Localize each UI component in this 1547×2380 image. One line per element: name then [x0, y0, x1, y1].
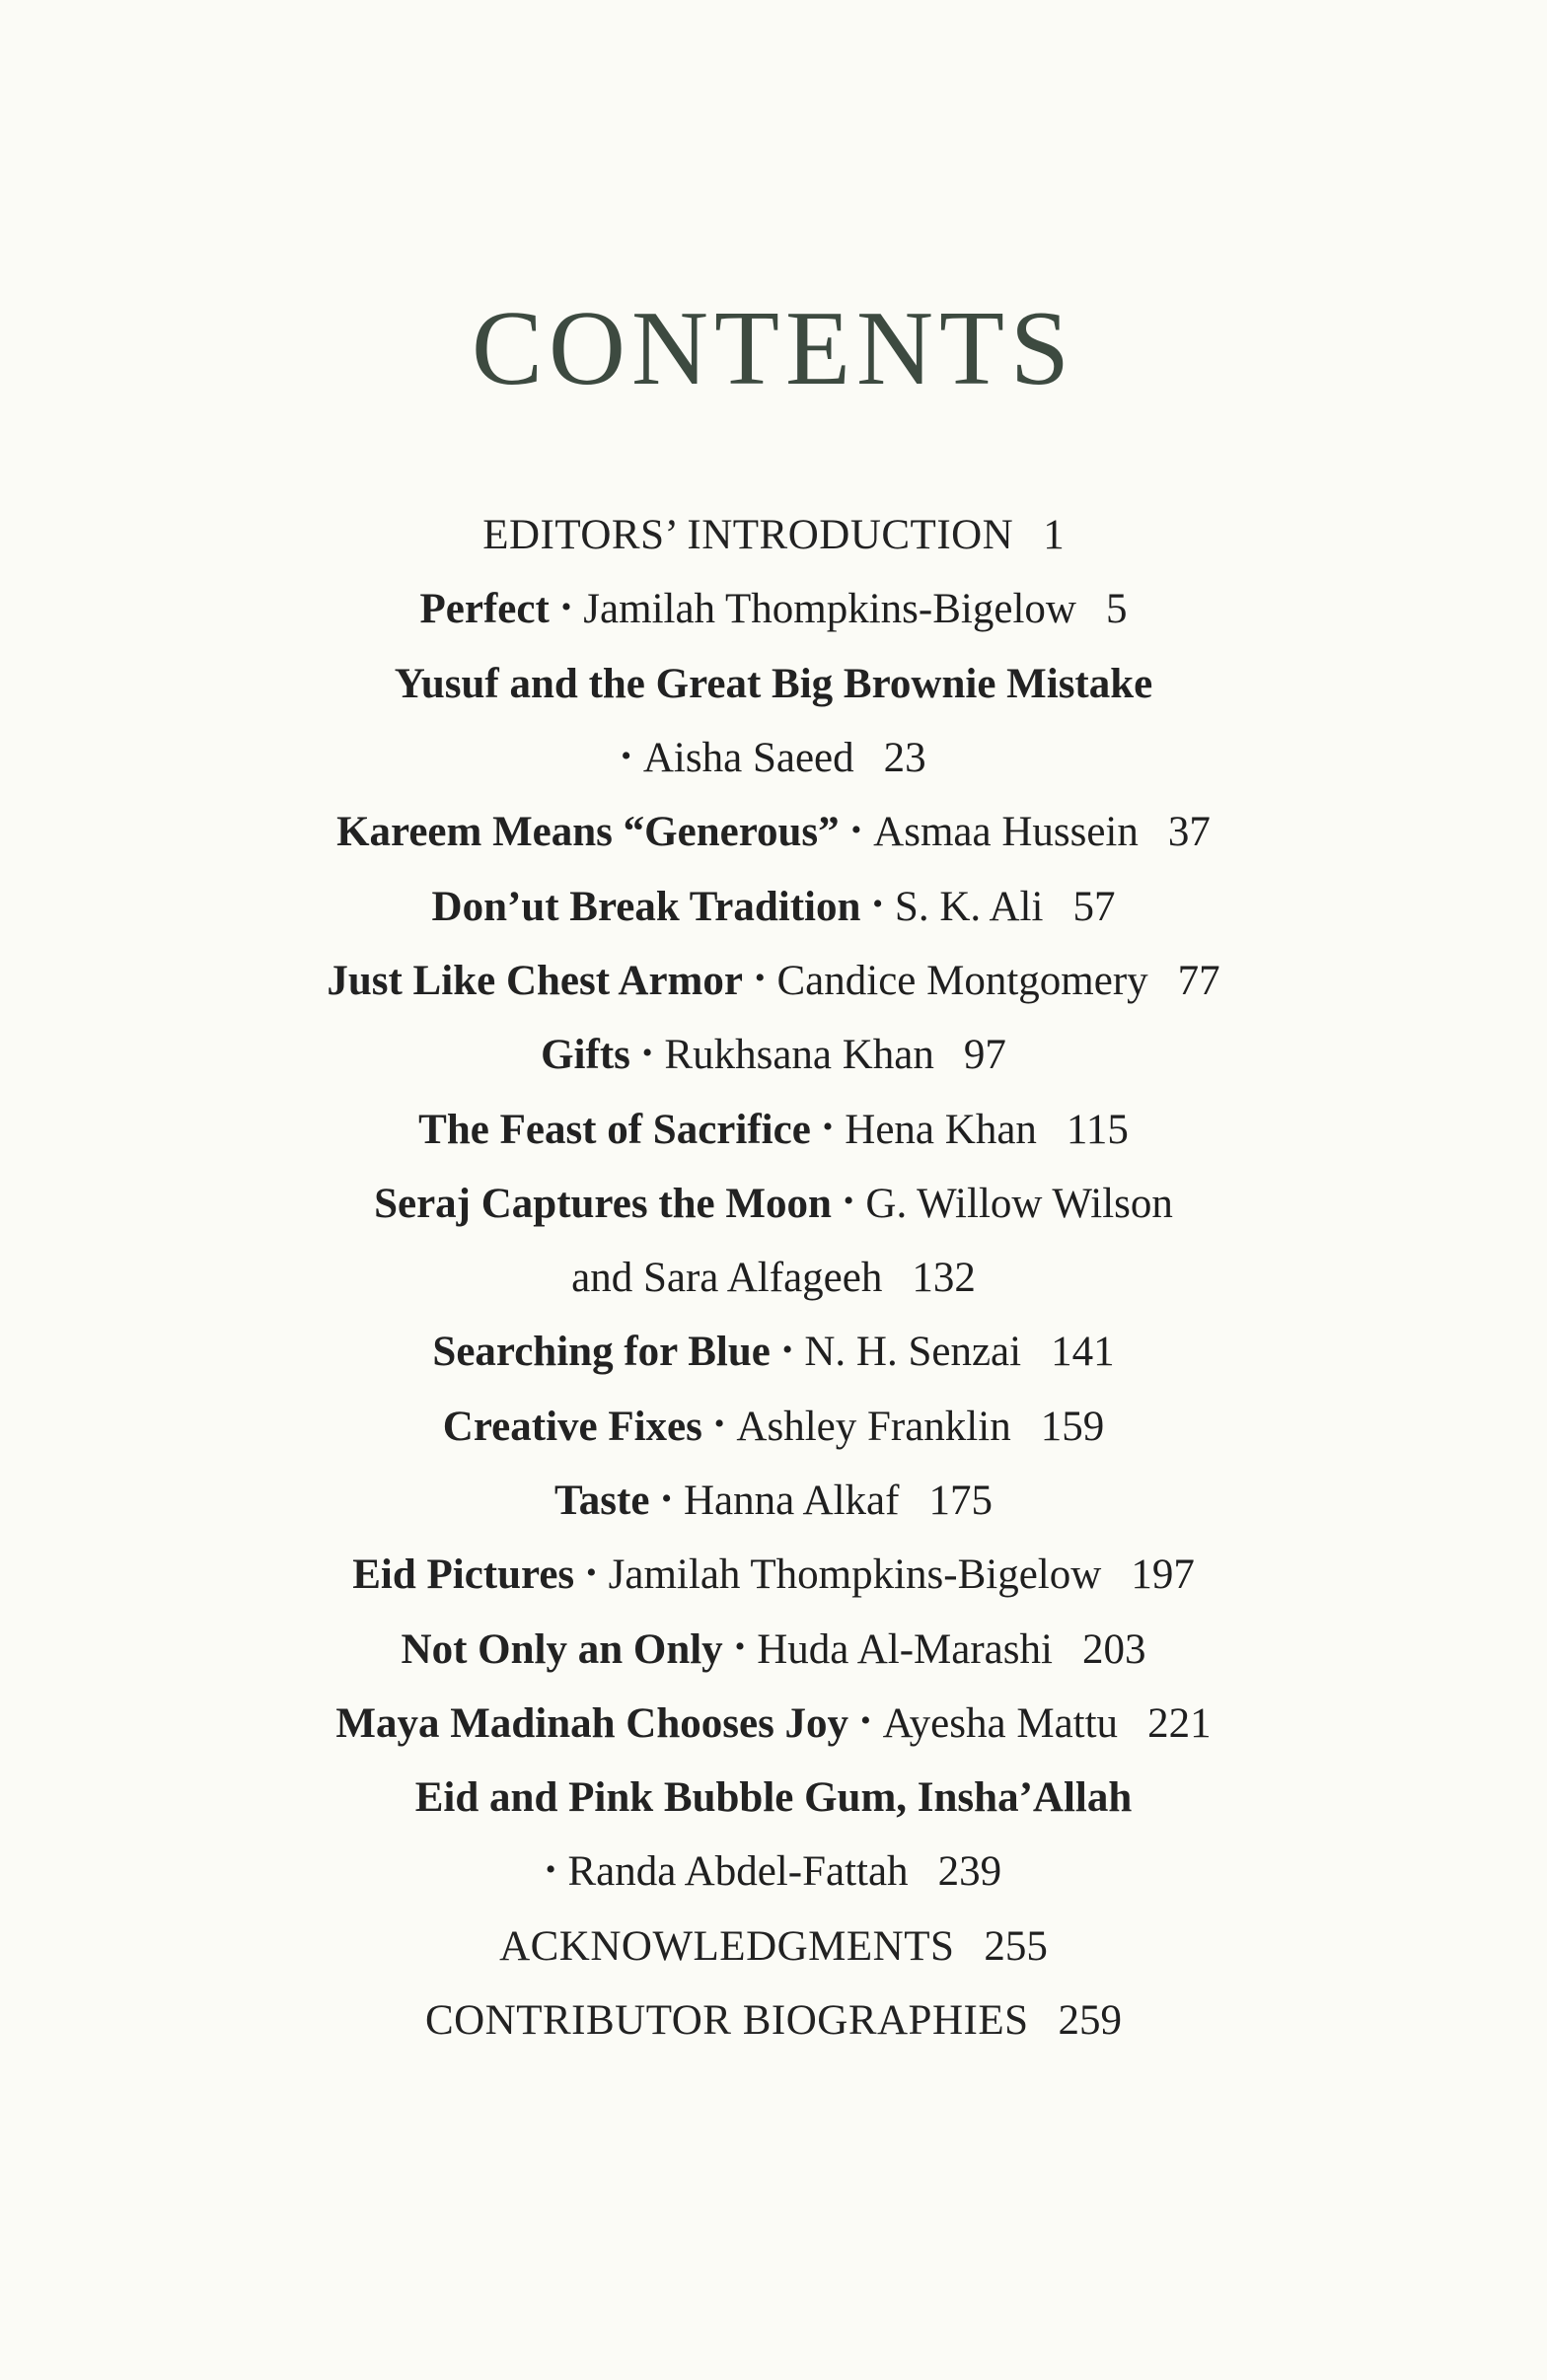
- entry-author: Jamilah Thompkins-Bigelow: [583, 586, 1076, 633]
- toc-entry: [0, 795, 1547, 869]
- entry-page-number: 57: [1072, 883, 1116, 930]
- bullet-separator: •: [781, 1333, 793, 1366]
- entry-page-number: 77: [1177, 957, 1220, 1004]
- entry-title: Taste: [554, 1478, 650, 1524]
- bullet-separator: •: [734, 1630, 746, 1664]
- entry-author: Hena Khan: [845, 1106, 1037, 1153]
- bullet-separator: •: [843, 1185, 854, 1218]
- entry-author: N. H. Senzai: [804, 1329, 1022, 1376]
- entry-page-number: 37: [1167, 809, 1211, 856]
- toc-entry: [0, 1612, 1547, 1686]
- bullet-separator: •: [860, 1704, 871, 1738]
- toc-entry: [0, 944, 1547, 1018]
- entry-author: S. K. Ali: [894, 883, 1044, 930]
- bullet-separator: •: [641, 1036, 653, 1069]
- entry-title: ACKNOWLEDGMENTS: [499, 1922, 955, 1970]
- bullet-separator: •: [661, 1481, 672, 1515]
- entry-title: Perfect: [419, 586, 550, 633]
- entry-title: The Feast of Sacrifice: [418, 1106, 811, 1153]
- entry-title: Don’ut Break Tradition: [431, 883, 861, 930]
- bullet-separator: •: [560, 590, 572, 623]
- bullet-separator: •: [545, 1852, 556, 1886]
- entry-title: Eid Pictures: [352, 1551, 575, 1599]
- bullet-separator: •: [586, 1555, 597, 1589]
- toc-entry: [0, 1018, 1547, 1092]
- table-of-contents: [0, 498, 1547, 2057]
- toc-entry: [0, 869, 1547, 943]
- toc-entry: [0, 721, 1547, 795]
- toc-entry: [0, 1983, 1547, 2057]
- entry-author: Hanna Alkaf: [683, 1478, 900, 1524]
- toc-entry: [0, 1761, 1547, 1835]
- entry-page-number: 197: [1131, 1551, 1195, 1599]
- entry-author: Candice Montgomery: [776, 957, 1148, 1004]
- bullet-separator: •: [754, 962, 766, 995]
- entry-author: G. Willow Wilson: [865, 1180, 1173, 1227]
- entry-page-number: 132: [912, 1255, 976, 1302]
- entry-author: Jamilah Thompkins-Bigelow: [608, 1551, 1102, 1599]
- entry-title: Eid and Pink Bubble Gum, Insha’Allah: [414, 1774, 1133, 1822]
- entry-title: CONTRIBUTOR BIOGRAPHIES: [424, 1997, 1029, 2045]
- entry-page-number: 255: [984, 1922, 1048, 1970]
- entry-title: Just Like Chest Armor: [327, 957, 743, 1004]
- toc-entry: [0, 1241, 1547, 1315]
- entry-title: Not Only an Only: [401, 1625, 723, 1673]
- toc-entry: [0, 498, 1547, 572]
- entry-author: Ashley Franklin: [736, 1403, 1011, 1450]
- entry-author: Aisha Saeed: [642, 735, 854, 782]
- entry-page-number: 115: [1066, 1106, 1129, 1153]
- entry-page-number: 159: [1040, 1403, 1105, 1450]
- entry-page-number: 1: [1043, 512, 1065, 559]
- entry-author: and Sara Alfageeh: [571, 1255, 883, 1302]
- entry-page-number: 175: [928, 1478, 993, 1524]
- entry-title: Maya Madinah Chooses Joy: [335, 1699, 849, 1747]
- entry-title: EDITORS’ INTRODUCTION: [482, 512, 1014, 559]
- entry-title: Searching for Blue: [432, 1329, 771, 1376]
- bullet-separator: •: [621, 739, 631, 772]
- entry-author: Ayesha Mattu: [882, 1699, 1119, 1747]
- toc-entry: [0, 647, 1547, 721]
- toc-entry: [0, 1835, 1547, 1909]
- entry-title: Creative Fixes: [442, 1403, 702, 1450]
- entry-page-number: 23: [883, 735, 926, 782]
- entry-page-number: 221: [1147, 1699, 1212, 1747]
- entry-page-number: 97: [963, 1032, 1006, 1079]
- toc-entry: [0, 1538, 1547, 1612]
- toc-entry: [0, 1092, 1547, 1166]
- bullet-separator: •: [850, 813, 862, 846]
- entry-title: Yusuf and the Great Big Brownie Mistake: [394, 660, 1153, 707]
- entry-page-number: 239: [937, 1848, 1002, 1896]
- bullet-separator: •: [822, 1111, 834, 1144]
- toc-entry: [0, 1464, 1547, 1538]
- entry-page-number: 5: [1105, 586, 1128, 633]
- toc-entry: [0, 1315, 1547, 1389]
- toc-entry: [0, 1390, 1547, 1464]
- entry-author: Huda Al-Marashi: [757, 1625, 1053, 1673]
- entry-page-number: 141: [1051, 1329, 1115, 1376]
- toc-entry: [0, 572, 1547, 646]
- toc-entry: [0, 1687, 1547, 1761]
- toc-entry: [0, 1167, 1547, 1241]
- page-title: CONTENTS: [472, 290, 1075, 407]
- bullet-separator: •: [713, 1407, 725, 1441]
- entry-author: Randa Abdel-Fattah: [567, 1848, 909, 1896]
- entry-author: Asmaa Hussein: [873, 809, 1139, 856]
- entry-title: Seraj Captures the Moon: [374, 1180, 832, 1227]
- entry-title: Gifts: [541, 1032, 630, 1079]
- entry-page-number: 259: [1058, 1997, 1123, 2045]
- entry-page-number: 203: [1081, 1625, 1146, 1673]
- entry-title: Kareem Means “Generous”: [336, 809, 840, 856]
- bullet-separator: •: [872, 888, 883, 921]
- toc-entry: [0, 1910, 1547, 1983]
- entry-author: Rukhsana Khan: [664, 1032, 934, 1079]
